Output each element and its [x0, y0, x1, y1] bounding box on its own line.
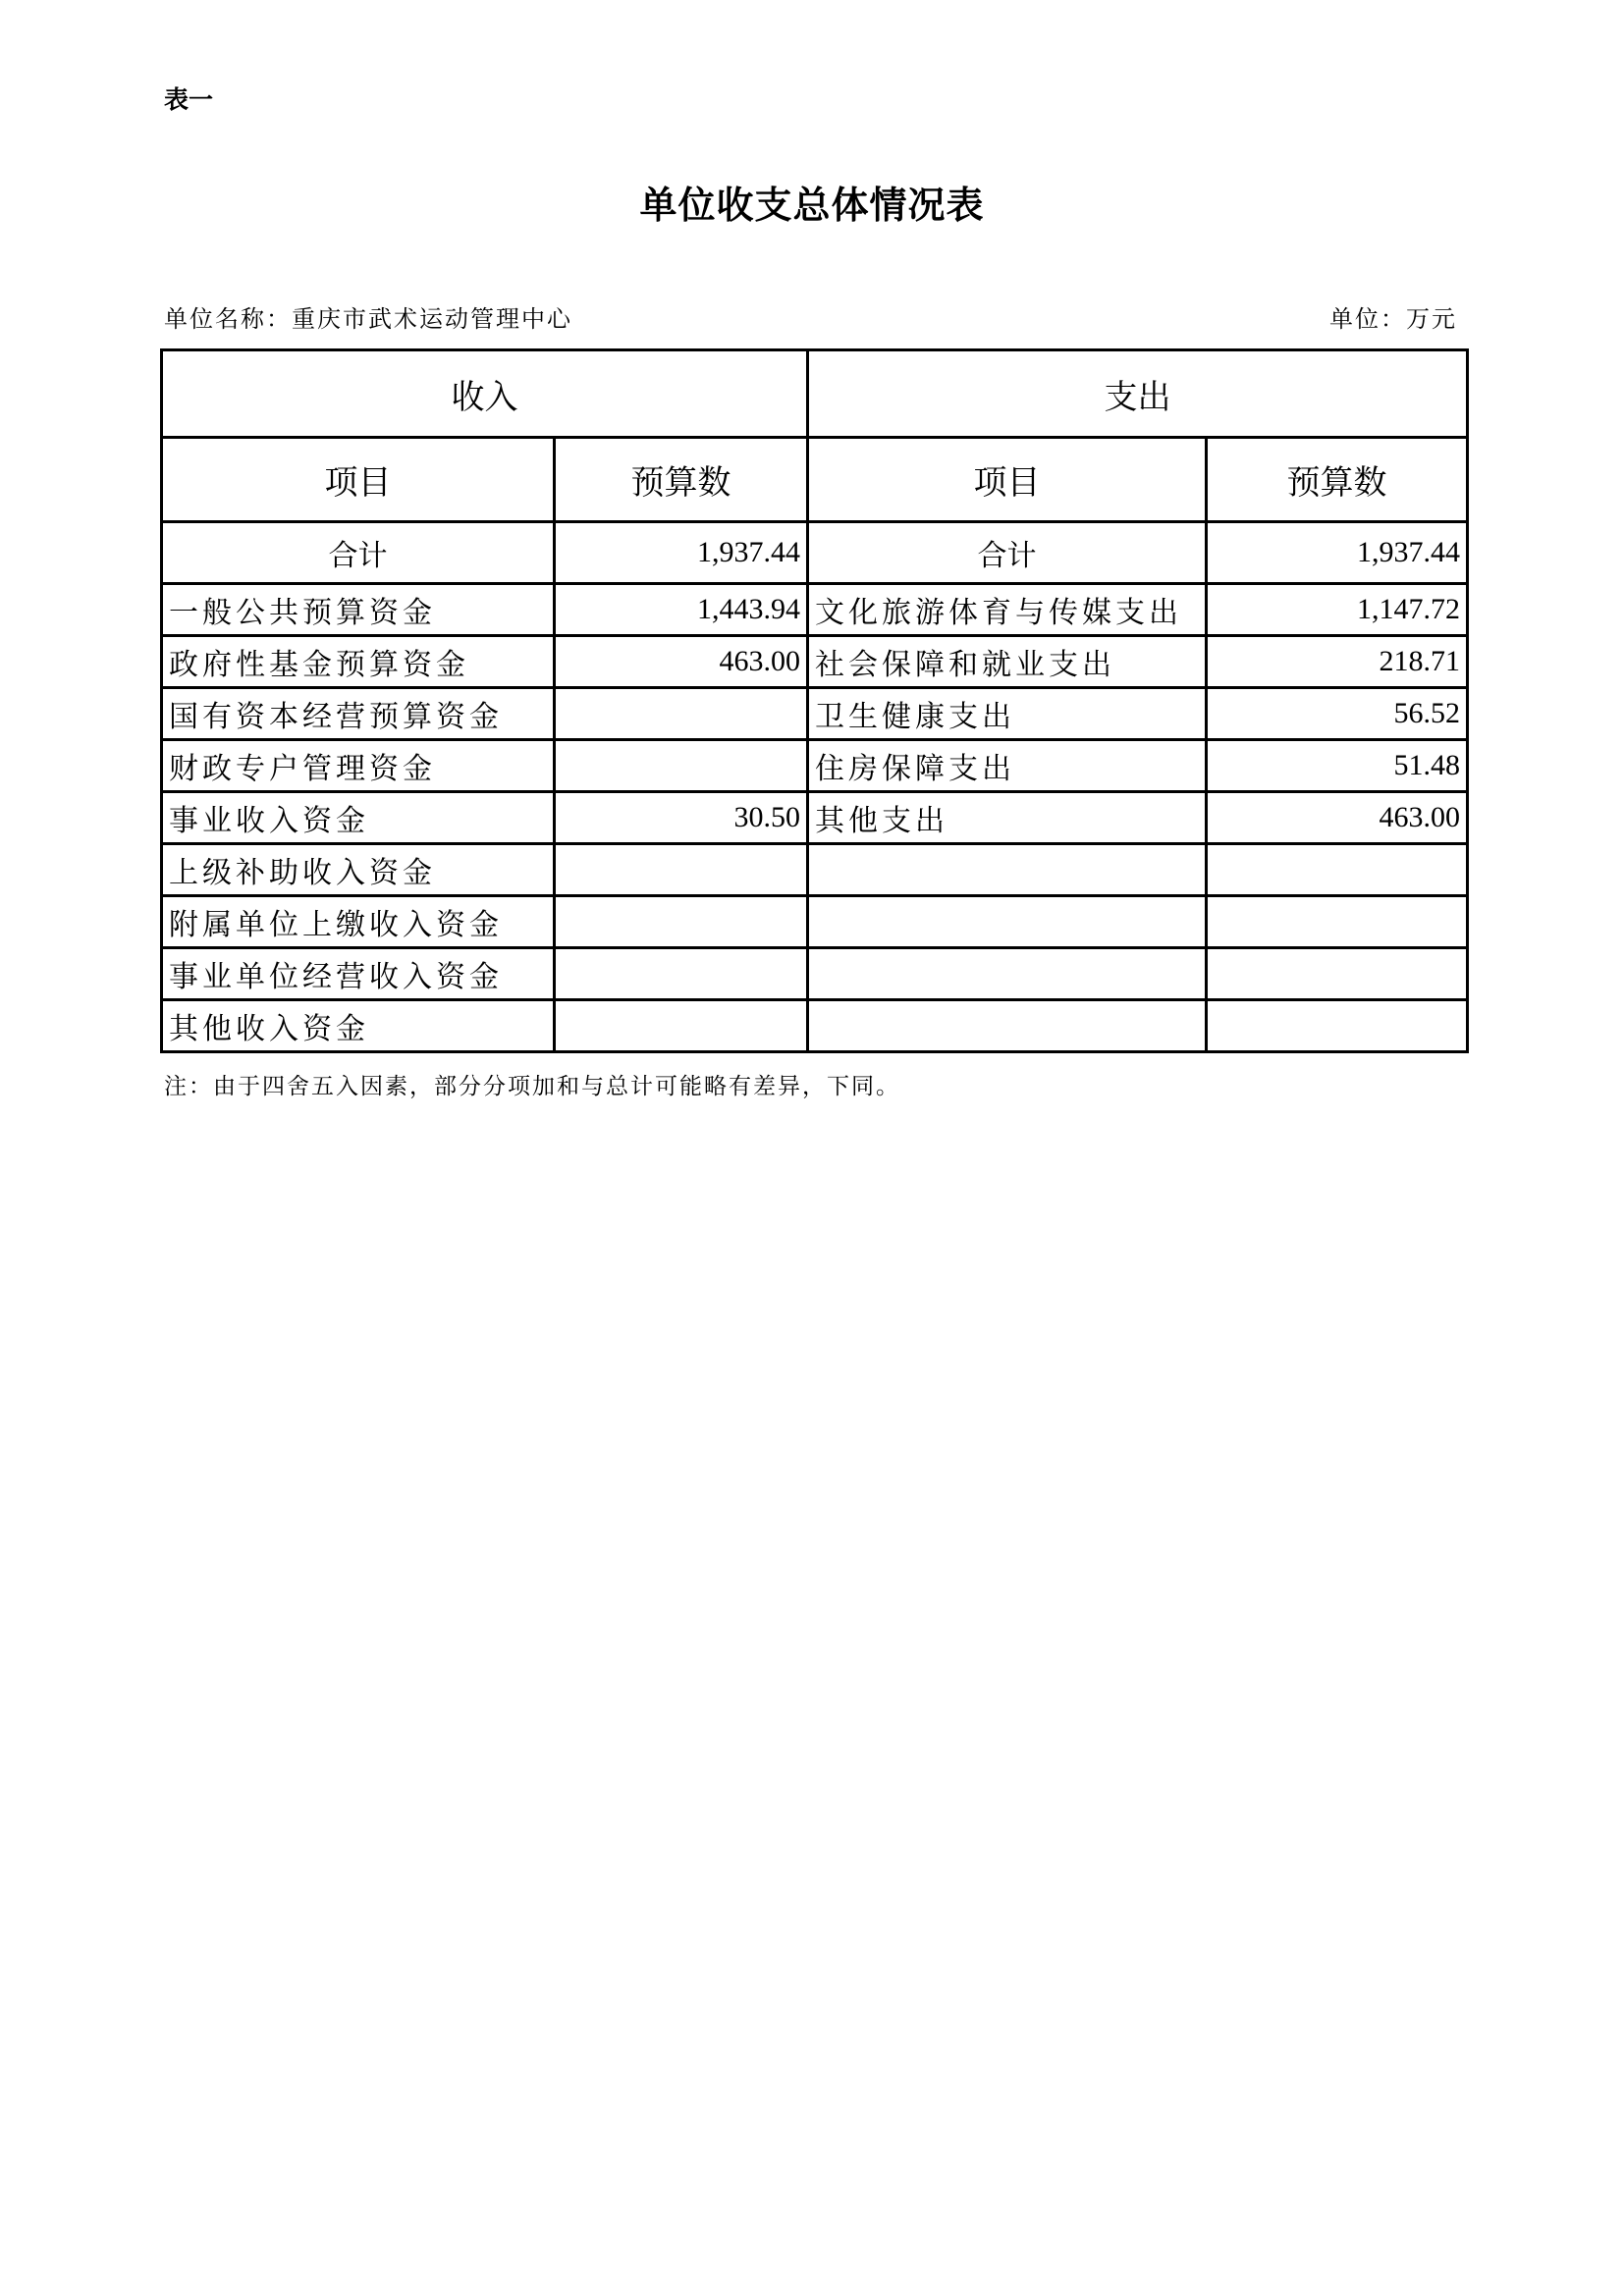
income-item: 附属单位上缴收入资金: [162, 896, 555, 948]
expense-amount: 56.52: [1207, 688, 1468, 740]
expense-item: 社会保障和就业支出: [808, 636, 1207, 688]
income-amount: [555, 844, 808, 896]
expense-amount: [1207, 896, 1468, 948]
unit-name: 单位名称：重庆市武术运动管理中心: [164, 305, 572, 333]
income-amount: [555, 896, 808, 948]
expense-amount: 463.00: [1207, 792, 1468, 844]
table-row: [162, 792, 1468, 844]
income-amount: [555, 688, 808, 740]
total-row: [162, 522, 1468, 584]
income-amount-header: 预算数: [555, 438, 808, 522]
expense-amount: 1,147.72: [1207, 584, 1468, 636]
income-amount: [555, 740, 808, 792]
expense-amount: 51.48: [1207, 740, 1468, 792]
income-item-header: 项目: [162, 438, 555, 522]
expense-total-value: 1,937.44: [1207, 522, 1468, 584]
expense-amount: [1207, 948, 1468, 1000]
income-header: 收入: [162, 350, 808, 438]
expense-item: [808, 1000, 1207, 1052]
income-item: 一般公共预算资金: [162, 584, 555, 636]
expense-item: [808, 844, 1207, 896]
income-total-label: 合计: [162, 522, 555, 584]
income-item: 上级补助收入资金: [162, 844, 555, 896]
section-header-row: [162, 350, 1468, 438]
table-row: [162, 844, 1468, 896]
budget-table: [160, 348, 1469, 1053]
income-total-value: 1,937.44: [555, 522, 808, 584]
income-amount: 30.50: [555, 792, 808, 844]
income-amount: [555, 1000, 808, 1052]
expense-item: 文化旅游体育与传媒支出: [808, 584, 1207, 636]
expense-amount-header: 预算数: [1207, 438, 1468, 522]
income-item: 财政专户管理资金: [162, 740, 555, 792]
expense-item: [808, 896, 1207, 948]
column-header-row: [162, 438, 1468, 522]
table-row: [162, 740, 1468, 792]
expense-total-label: 合计: [808, 522, 1207, 584]
unit-label: 单位：万元: [1329, 305, 1457, 333]
income-amount: 463.00: [555, 636, 808, 688]
footnote: 注：由于四舍五入因素，部分分项加和与总计可能略有差异，下同。: [164, 1074, 900, 1099]
expense-item: 卫生健康支出: [808, 688, 1207, 740]
table-label: 表一: [164, 85, 214, 114]
expense-item: 住房保障支出: [808, 740, 1207, 792]
table-row: [162, 688, 1468, 740]
table-row: [162, 636, 1468, 688]
expense-amount: [1207, 1000, 1468, 1052]
page-title: 单位收支总体情况表: [639, 184, 985, 227]
income-item: 其他收入资金: [162, 1000, 555, 1052]
income-item: 政府性基金预算资金: [162, 636, 555, 688]
expense-item: [808, 948, 1207, 1000]
income-amount: [555, 948, 808, 1000]
table-row: [162, 1000, 1468, 1052]
expense-item: 其他支出: [808, 792, 1207, 844]
expense-item-header: 项目: [808, 438, 1207, 522]
income-item: 国有资本经营预算资金: [162, 688, 555, 740]
income-item: 事业收入资金: [162, 792, 555, 844]
income-item: 事业单位经营收入资金: [162, 948, 555, 1000]
expense-amount: [1207, 844, 1468, 896]
table-row: [162, 896, 1468, 948]
expense-amount: 218.71: [1207, 636, 1468, 688]
table-row: [162, 584, 1468, 636]
table-row: [162, 948, 1468, 1000]
income-amount: 1,443.94: [555, 584, 808, 636]
expense-header: 支出: [808, 350, 1468, 438]
